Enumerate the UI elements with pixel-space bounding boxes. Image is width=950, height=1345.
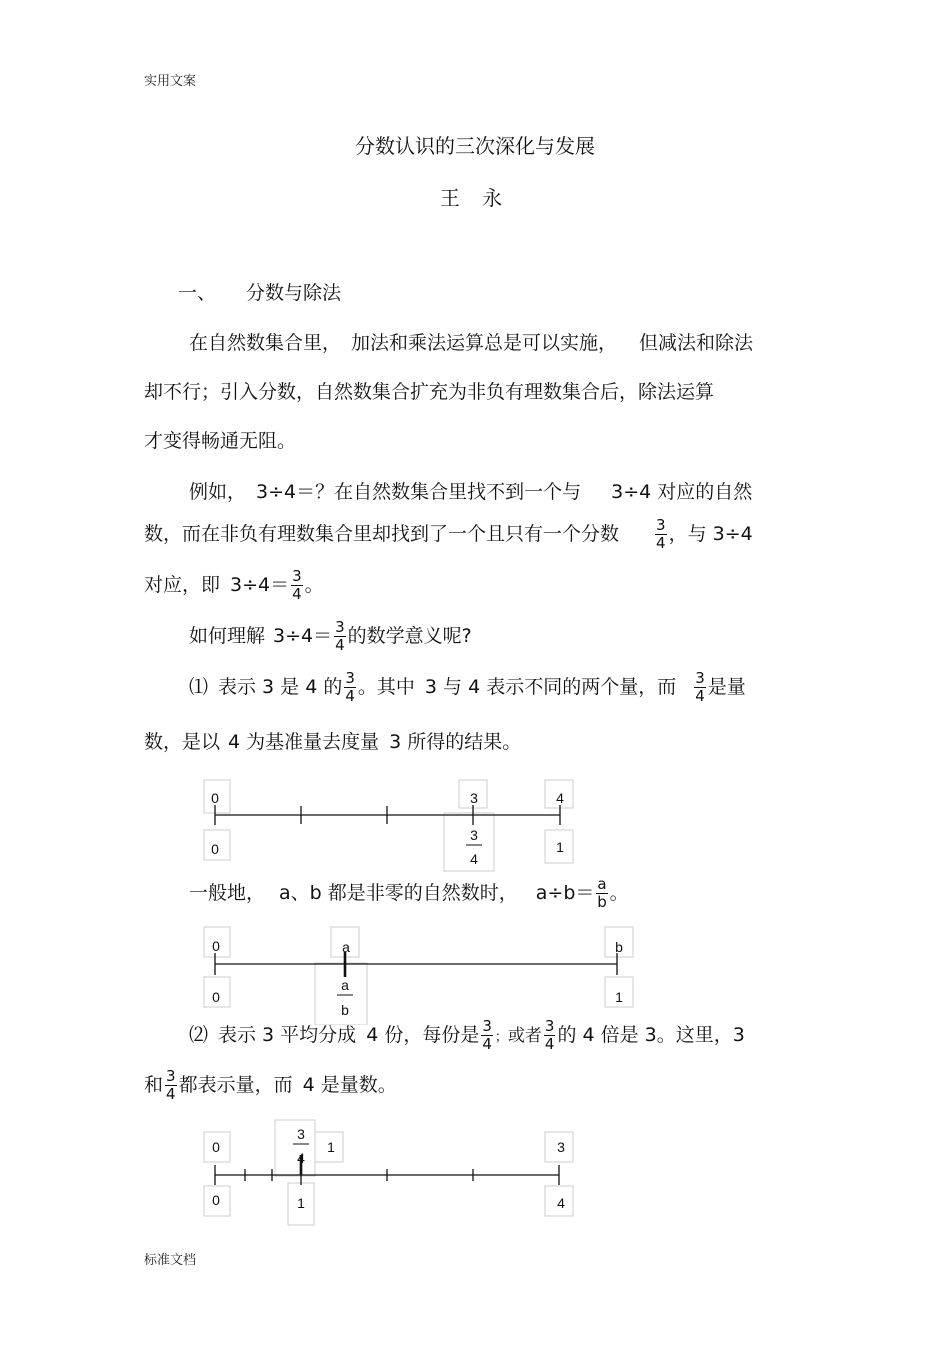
para3 [189,619,472,654]
text: 数，是以 [144,731,221,753]
para5 [189,876,629,911]
fraction [694,670,706,705]
fraction-numerator: 3 [482,1017,492,1035]
text: 是量 [707,676,746,698]
fraction-denominator: 4 [470,851,478,867]
text: 3 与 4 表示不同的两个量，而 [424,676,677,698]
fraction [344,670,356,705]
page-title: 分数认识的三次深化与发展 [355,134,595,158]
fraction-denominator: 4 [345,687,355,705]
fraction-numerator: a [597,875,607,893]
para6-line1 [189,1018,745,1053]
text: 。 [304,574,324,596]
text: 3÷4 对应的自然 [611,481,753,503]
para1-line3: 才变得畅通无阻。 [144,430,297,452]
fraction-denominator: b [341,1002,349,1018]
section-title: 分数与除法 [246,282,342,304]
number-line-diagram-1 [195,775,595,875]
bottom-label: 1 [556,839,564,855]
top-label: a [342,939,350,955]
para6-line2 [144,1068,397,1103]
fraction-numerator: a [341,977,349,993]
bottom-label: 0 [211,841,219,857]
page-footer: 标准文档 [144,1253,197,1268]
fraction-denominator: b [597,893,607,911]
fraction [291,568,303,603]
fraction-numerator: 3 [297,1126,305,1142]
fraction-numerator: 3 [470,827,478,843]
number-line-diagram-3 [195,1118,595,1228]
top-label: 0 [211,790,219,806]
text: 但减法和除法 [639,332,754,354]
fraction-denominator: 4 [695,687,705,705]
text: 3 所得的结果。 [389,731,522,753]
fraction [165,1068,177,1103]
fraction-numerator: 3 [345,669,355,687]
text: 数，而在非负有理数集合里却找到了一个且只有一个分数 [144,523,620,545]
text: 的数学意义呢? [347,625,472,647]
fraction-denominator: 4 [166,1085,176,1103]
para1-line2: 却不行；引入分数，自然数集合扩充为非负有理数集合后，除法运算 [144,381,715,403]
text: 3÷4＝ [230,574,290,596]
fraction-numerator: 3 [166,1067,176,1085]
top-label: 4 [556,790,564,806]
text: a、b 都是非零的自然数时， [279,882,518,904]
text: 或者 [507,1026,542,1046]
text: 表示 3 是 4 的 [218,676,343,698]
text: ⑴ [189,676,209,698]
para4-line2 [144,730,521,754]
fraction-denominator: 4 [544,1035,555,1053]
fraction-numerator: 3 [695,669,705,687]
section-heading [178,281,341,305]
text: 。其中 [357,676,415,698]
text: 。 [609,882,629,904]
fraction-denominator: 4 [292,585,302,603]
bottom-label: 4 [557,1195,565,1211]
fraction-denominator: 4 [656,534,666,552]
para2-line3 [144,568,324,603]
para4-line1 [189,670,746,705]
fraction-denominator: 4 [335,636,345,654]
para2-line2 [144,517,753,552]
number-line-diagram-2 [195,925,645,1025]
text: a÷b＝ [535,882,595,904]
top-label: 3 [557,1139,565,1155]
text: 4 是量数。 [302,1074,397,1096]
bottom-label: 0 [212,989,220,1005]
top-label: b [615,939,623,955]
fraction [481,1018,493,1053]
para2-line1 [189,480,752,504]
fraction-denominator: 4 [482,1035,492,1053]
text: 一般地， [189,882,266,904]
text: 和 [144,1074,164,1096]
fraction-numerator: 3 [544,1017,555,1035]
fraction-numerator: 3 [656,516,666,534]
text: ，与 3÷4 [668,523,753,545]
text: 对应，即 [144,574,221,596]
text: 表示 3 平均分成 [218,1024,357,1046]
author: 王 永 [439,186,511,210]
text: 加法和乘法运算总是可以实施， [351,332,618,354]
text: 4 份，每份是 [366,1024,480,1046]
text: 3÷4＝ [273,625,333,647]
text: 如何理解 [189,625,266,647]
bottom-label: 1 [297,1195,305,1211]
top-label: 1 [327,1139,335,1155]
text: 的 4 倍是 3。这里，3 [557,1024,745,1046]
top-label: 3 [470,790,478,806]
text: ； [494,1030,508,1045]
fraction [596,876,607,911]
bottom-label: 0 [212,1192,220,1208]
fraction-numerator: 3 [335,618,345,636]
top-label: 0 [212,938,220,954]
bottom-label: 1 [615,989,623,1005]
fraction [544,1018,556,1053]
fraction [334,619,346,654]
text: 3÷4＝？在自然数集合里找不到一个与 [256,481,582,503]
fraction-denominator: 4 [297,1150,305,1166]
fraction-numerator: 3 [292,567,302,585]
text: 例如， [189,481,247,503]
text: 在自然数集合里， [189,332,342,354]
section-number: 一、 [178,282,217,304]
text: 4 为基准量去度量 [228,731,380,753]
text: 都表示量，而 [178,1074,293,1096]
fraction [655,517,667,552]
page-header: 实用文案 [144,74,197,89]
para1-line1 [189,331,753,355]
text: ⑵ [189,1024,209,1046]
top-label: 0 [212,1139,220,1155]
